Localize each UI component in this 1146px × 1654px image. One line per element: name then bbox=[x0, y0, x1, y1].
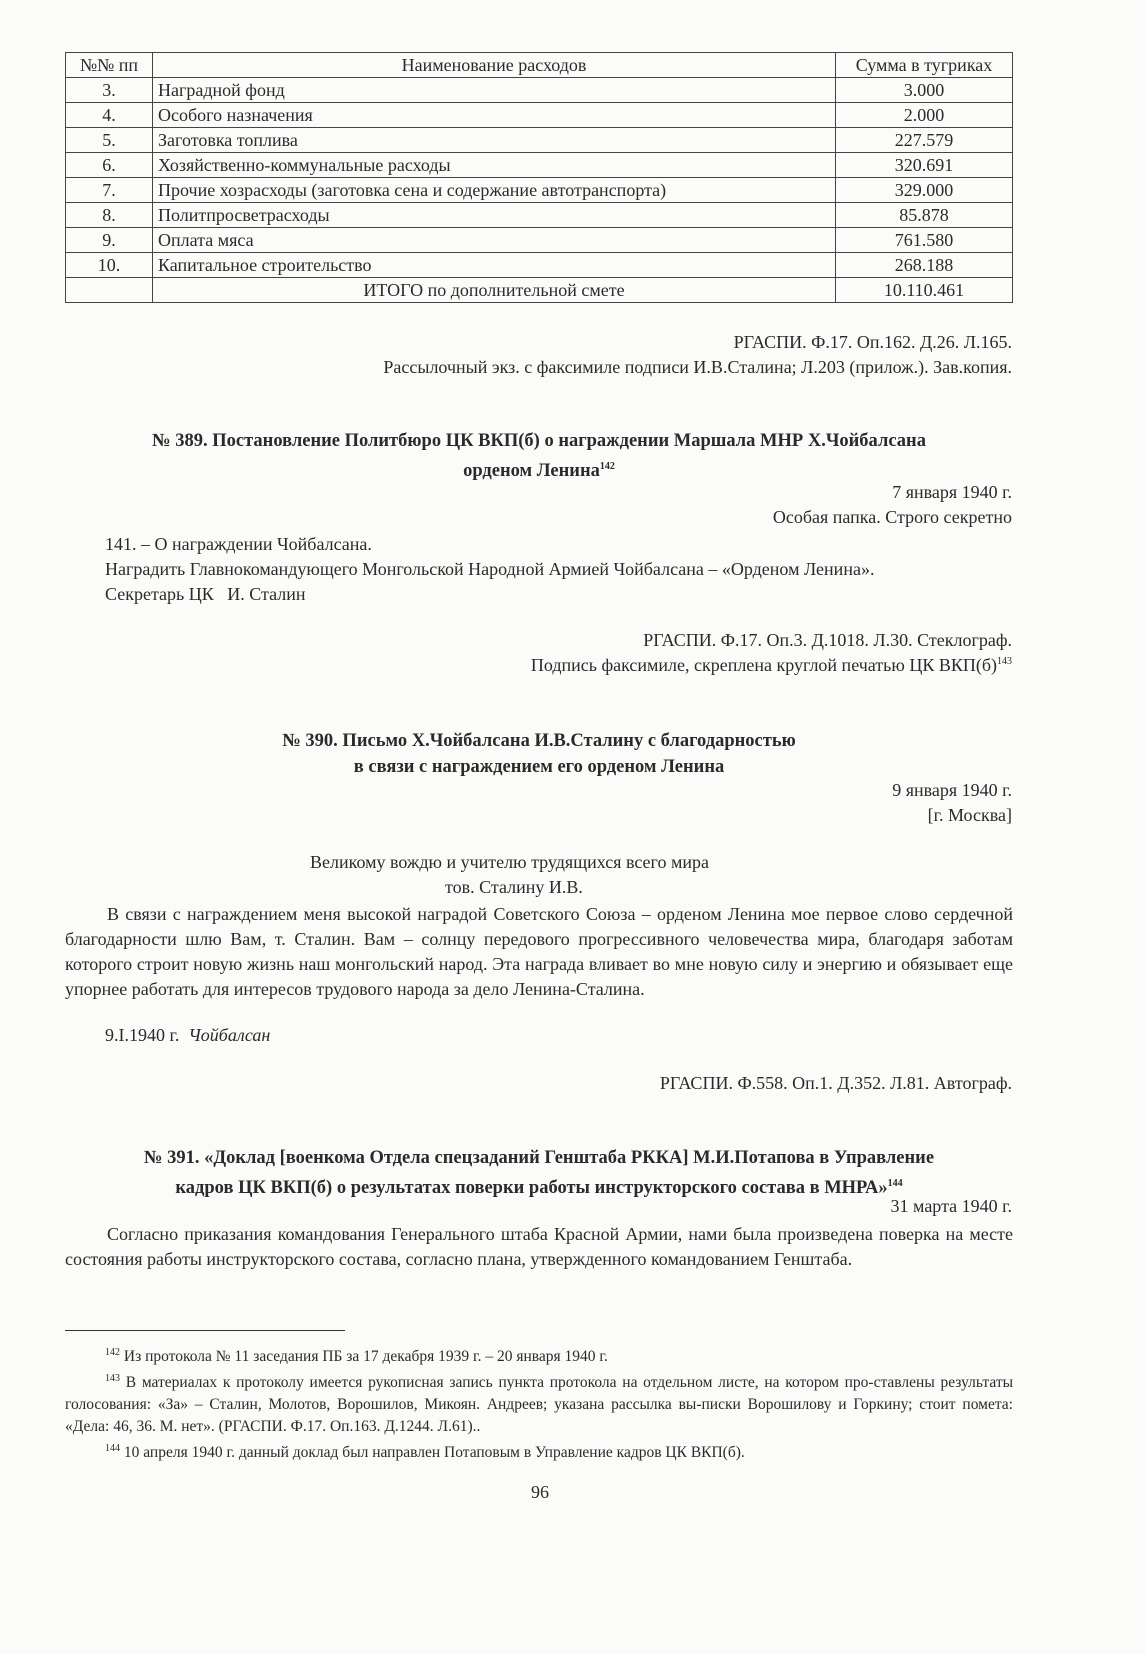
footnote-ref: 144 bbox=[887, 1178, 903, 1189]
row-number: 5. bbox=[66, 128, 153, 153]
total-label: ИТОГО по дополнительной смете bbox=[153, 278, 836, 303]
row-number: 9. bbox=[66, 228, 153, 253]
table-row bbox=[66, 153, 1013, 178]
expense-name: Наградной фонд bbox=[153, 78, 836, 103]
expense-name: Политпросветрасходы bbox=[153, 203, 836, 228]
footnotes bbox=[65, 1342, 1013, 1464]
footnote: $^{143}$ В материалах к протоколу имеется рукописная запись пункта протокола на отдельном листе, на котором про-ставлены результаты голосования: «За» – Сталин, Молотов, Ворошилов, Микоян. Андреев; указана рассылка вы-писки Ворошилову и Горкину; стоит помета: «Дела: 46, 36. М. нет». (РГАСПИ. Ф.17. Оп.163. Д.1244. Л.61).. bbox=[65, 1373, 1014, 1436]
column-header: Сумма в тугриках bbox=[836, 53, 1013, 78]
expense-amount: 329.000 bbox=[836, 178, 1013, 203]
expense-amount: 227.579 bbox=[836, 128, 1013, 153]
archive-source: РГАСПИ. Ф.558. Оп.1. Д.352. Л.81. Автограф. bbox=[659, 1073, 1012, 1093]
page-number: 96 bbox=[531, 1482, 549, 1502]
doc-date: 31 марта 1940 г. bbox=[890, 1196, 1012, 1216]
letter-body: В связи с награждением меня высокой наградой Советского Союза – орденом Ленина мое первое слово сердечной благодарности шлю Вам, т. Сталин. Вам – солнцу передового прогрессивного человечества мира, благодаря заботам которого строит новую жизнь наш монгольский народ. Эта награда вливает во мне новую силу и энергию и обязывает еще упорнее работать для интересов трудового народа за дело Ленина-Сталина. bbox=[65, 904, 1013, 999]
column-header: Наименование расходов bbox=[153, 53, 836, 78]
doc-389-title: № 389. Постановление Политбюро ЦК ВКП(б) о награждении Маршала МНР Х.Чойбалсана орденом Ленина$^{142}$ bbox=[152, 431, 926, 482]
footnote: $^{144}$ 10 апреля 1940 г. данный доклад был направлен Потаповым в Управление кадров ЦК ВКП(б). bbox=[105, 1443, 745, 1462]
table-row bbox=[66, 128, 1013, 153]
row-number: 8. bbox=[66, 203, 153, 228]
archive-source-note: Рассылочный экз. с факсимиле подписи И.В.Сталина; Л.203 (прилож.). Зав.копия. bbox=[383, 357, 1012, 377]
table-row bbox=[66, 178, 1013, 203]
table-total-row bbox=[66, 278, 1013, 303]
doc-390-title: № 390. Письмо Х.Чойбалсана И.В.Сталину с благодарностью в связи с награждением его орденом Ленина bbox=[282, 731, 796, 777]
doc-date: 7 января 1940 г. bbox=[892, 482, 1012, 502]
column-header: №№ пп bbox=[66, 53, 153, 78]
address-line: тов. Сталину И.В. bbox=[445, 877, 583, 897]
doc-391-title: № 391. «Доклад [военкома Отдела спецзаданий Генштаба РККА] М.И.Потапова в Управление кадров ЦК ВКП(б) о результатах поверки работы инструкторского состава в МНРА»$^{144}$ bbox=[143, 1148, 935, 1199]
table-row bbox=[66, 253, 1013, 278]
archive-source: РГАСПИ. Ф.17. Оп.162. Д.26. Л.165. bbox=[733, 332, 1012, 352]
table-row bbox=[66, 203, 1013, 228]
archive-source-note: Подпись факсимиле, скреплена круглой печатью ЦК $ВКП(б)^{143}$ bbox=[530, 655, 1012, 675]
expense-amount: 2.000 bbox=[836, 103, 1013, 128]
expense-name: Капитальное строительство bbox=[153, 253, 836, 278]
expense-amount: 268.188 bbox=[836, 253, 1013, 278]
expense-name: Особого назначения bbox=[153, 103, 836, 128]
footnote: $^{142}$ Из протокола № 11 заседания ПБ за 17 декабря 1939 г. – 20 января 1940 г. bbox=[105, 1347, 608, 1366]
expense-amount: 3.000 bbox=[836, 78, 1013, 103]
total-value: 10.110.461 bbox=[836, 278, 1013, 303]
row-number: 7. bbox=[66, 178, 153, 203]
table-row bbox=[66, 103, 1013, 128]
row-number: 6. bbox=[66, 153, 153, 178]
doc-place: [г. Москва] bbox=[927, 805, 1012, 825]
expense-amount: 320.691 bbox=[836, 153, 1013, 178]
report-body: Согласно приказания командования Генерального штаба Красной Армии, нами была произведена поверка на месте состояния работы инструкторского состава, согласно плана, утвержденного командованием Генштаба. bbox=[65, 1224, 1013, 1269]
doc-date: 9 января 1940 г. bbox=[892, 780, 1012, 800]
row-number: 4. bbox=[66, 103, 153, 128]
signature: 9.I.1940 г. Чойбалсан bbox=[105, 1025, 271, 1045]
table-row bbox=[66, 78, 1013, 103]
expense-name: Хозяйственно-коммунальные расходы bbox=[153, 153, 836, 178]
expense-name: Прочие хозрасходы (заготовка сена и содержание автотранспорта) bbox=[153, 178, 836, 203]
expense-name: Оплата мяса bbox=[153, 228, 836, 253]
expense-amount: 85.878 bbox=[836, 203, 1013, 228]
expenses-table bbox=[65, 52, 1013, 303]
doc-389-body: 141. – О награждении Чойбалсана. Наградить Главнокомандующего Монгольской Народной Армией Чойбалсана – «Орденом Ленина». Секретарь ЦК И. Сталин bbox=[105, 534, 875, 604]
footnote-ref: 143 bbox=[997, 656, 1012, 667]
address-line: Великому вождю и учителю трудящихся всего мира bbox=[310, 852, 709, 872]
row-number: 3. bbox=[66, 78, 153, 103]
row-number: 10. bbox=[66, 253, 153, 278]
table-row bbox=[66, 228, 1013, 253]
secrecy-label: Особая папка. Строго секретно bbox=[772, 507, 1012, 527]
footnote-divider bbox=[65, 1330, 345, 1331]
table-header-row bbox=[66, 53, 1013, 78]
footnote-ref: 142 bbox=[599, 461, 615, 472]
expense-name: Заготовка топлива bbox=[153, 128, 836, 153]
expense-amount: 761.580 bbox=[836, 228, 1013, 253]
archive-source: РГАСПИ. Ф.17. Оп.3. Д.1018. Л.30. Стеклограф. bbox=[643, 630, 1012, 650]
